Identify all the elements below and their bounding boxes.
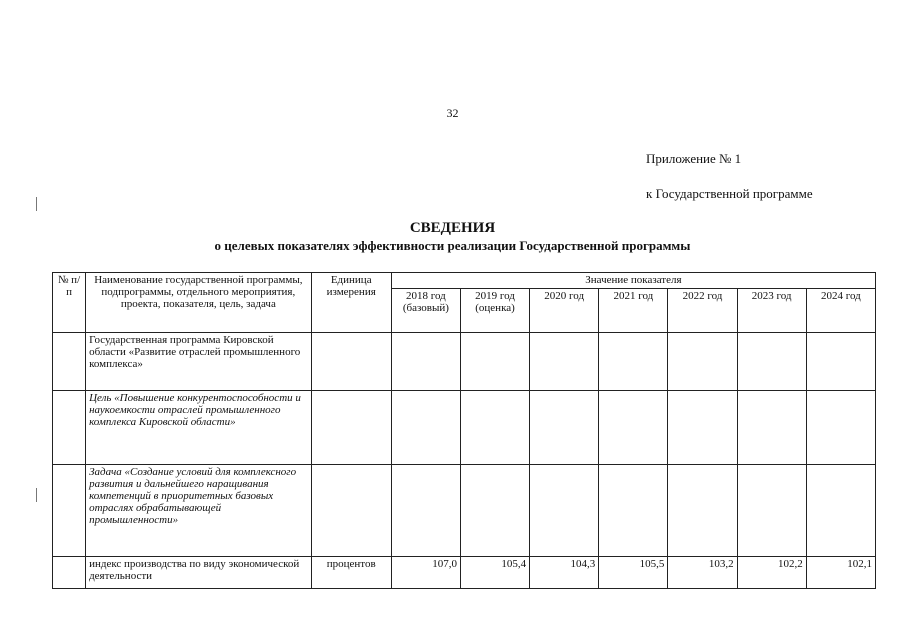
value-cell: [668, 333, 737, 391]
header-year: 2019 год (оценка): [460, 289, 529, 333]
unit-cell: [311, 465, 391, 557]
value-2018-cell: 107,0: [391, 557, 460, 589]
value-cell: [530, 465, 599, 557]
unit-cell: [311, 333, 391, 391]
header-name: Наименование государственной программы, подпрограммы, отдельного мероприятия, проекта, показателя, цель, задача: [86, 273, 312, 333]
value-cell: [530, 391, 599, 465]
value-cell: [737, 465, 806, 557]
table-row: [53, 391, 876, 465]
value-cell: [460, 333, 529, 391]
header-year: 2024 год: [806, 289, 875, 333]
table-row: [53, 465, 876, 557]
row-number-cell: [53, 333, 86, 391]
value-cell: [530, 333, 599, 391]
value-cell: [599, 391, 668, 465]
row-number-cell: [53, 557, 86, 589]
indicator-unit-cell: процентов: [311, 557, 391, 589]
value-cell: [737, 391, 806, 465]
margin-mark-bottom: [36, 488, 37, 502]
value-2023-cell: 102,2: [737, 557, 806, 589]
unit-cell: [311, 391, 391, 465]
header-year: 2022 год: [668, 289, 737, 333]
value-cell: [806, 465, 875, 557]
value-2021-cell: 105,5: [599, 557, 668, 589]
value-cell: [668, 391, 737, 465]
margin-mark-top: [36, 197, 37, 211]
appendix-label: Приложение № 1: [646, 151, 742, 166]
value-2022-cell: 103,2: [668, 557, 737, 589]
value-cell: [460, 391, 529, 465]
page-number: 32: [446, 106, 459, 120]
value-cell: [391, 465, 460, 557]
value-cell: [806, 391, 875, 465]
value-cell: [806, 333, 875, 391]
header-year: 2023 год: [737, 289, 806, 333]
row-number-cell: [53, 391, 86, 465]
document-title: СВЕДЕНИЯ: [409, 220, 496, 236]
header-year: 2021 год: [599, 289, 668, 333]
value-2024-cell: 102,1: [806, 557, 875, 589]
task-name-cell: Задача «Создание условий для комплексного развития и дальнейшего наращивания компетенций в приоритетных базовых отраслях обрабатывающей промышленности»: [86, 465, 312, 557]
value-cell: [391, 333, 460, 391]
value-cell: [668, 465, 737, 557]
value-cell: [737, 333, 806, 391]
header-unit: Единица измерения: [311, 273, 391, 333]
table-row: [53, 557, 876, 589]
header-year: 2018 год (базовый): [391, 289, 460, 333]
appendix-reference: к Государственной программе: [646, 186, 813, 201]
header-value-group: Значение показателя: [391, 273, 875, 289]
value-2020-cell: 104,3: [530, 557, 599, 589]
value-cell: [599, 333, 668, 391]
header-year: 2020 год: [530, 289, 599, 333]
goal-name-cell: Цель «Повышение конкурентоспособности и наукоемкости отраслей промышленного комплекса Кировской области»: [86, 391, 312, 465]
header-number: № п/п: [53, 273, 86, 333]
indicators-table: [52, 272, 876, 589]
row-number-cell: [53, 465, 86, 557]
value-cell: [460, 465, 529, 557]
document-subtitle: о целевых показателях эффективности реализации Государственной программы: [214, 238, 691, 253]
table-row: [53, 333, 876, 391]
indicator-name-cell: индекс производства по виду экономической деятельности: [86, 557, 312, 589]
value-cell: [391, 391, 460, 465]
program-name-cell: Государственная программа Кировской области «Развитие отраслей промышленного комплекса»: [86, 333, 312, 391]
value-2019-cell: 105,4: [460, 557, 529, 589]
value-cell: [599, 465, 668, 557]
